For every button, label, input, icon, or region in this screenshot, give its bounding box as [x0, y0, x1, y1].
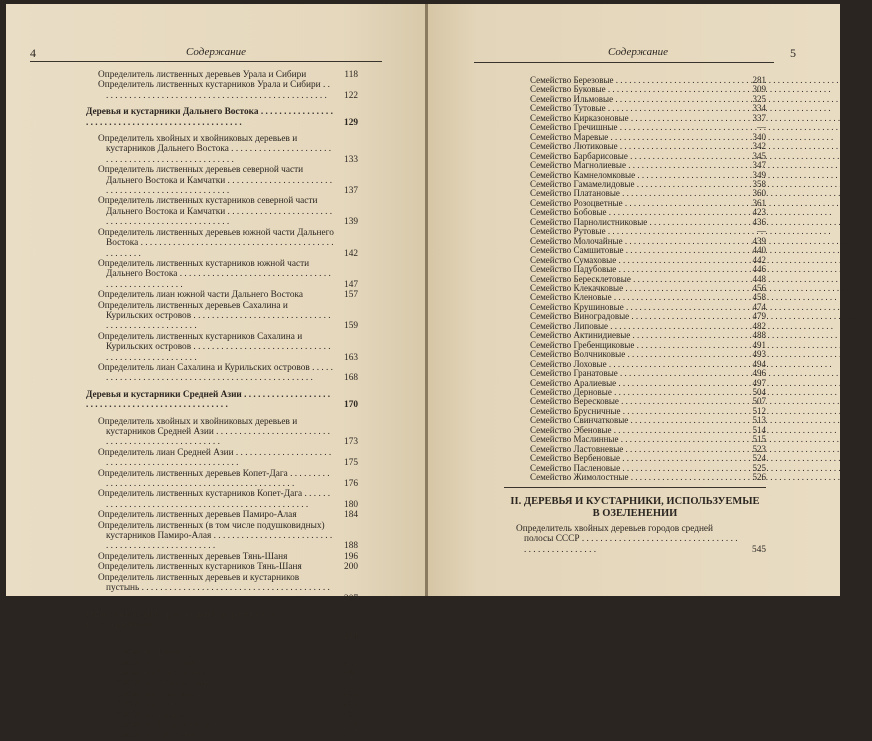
entry-title: Семейство Эбеновые . . . [504, 426, 766, 435]
entry-page: 513 [752, 415, 766, 426]
entry-title: Определитель хвойных и хвойниковых деревьев и кустарников Дальнего Востока . . . [86, 134, 358, 165]
entry-page: 137 [344, 186, 358, 197]
entry-title: Семейство Кипарисовые . . . [86, 668, 358, 678]
toc-entry [86, 107, 358, 128]
toc-entry [504, 473, 766, 482]
entry-title: Семейство Розоцветные . . . [504, 199, 766, 208]
toc-entry [86, 647, 358, 657]
entry-title: Семейство Крушиновые . . . [504, 303, 766, 312]
entry-page: 512 [752, 405, 766, 416]
toc-entry [86, 668, 358, 678]
entry-page: — [757, 122, 766, 133]
toc-entry [86, 332, 358, 363]
entry-title: Определитель лиственных деревьев Сахалина и Курильских островов . . . [86, 301, 358, 332]
entry-title: Семейство Сосновые . . . [86, 658, 358, 668]
entry-page: 360 [752, 188, 766, 199]
entry-page: 349 [752, 169, 766, 180]
entry-page: 210 [344, 630, 358, 641]
entry-title: Семейство Рутовые . . . [504, 227, 766, 236]
entry-title: Семейство Ластовневые . . . [504, 445, 766, 454]
part-heading-line2: В ОЗЕЛЕНЕНИИ [592, 508, 678, 519]
entry-title: Описания дикорастущих деревьев и кустарников . . . [86, 610, 358, 641]
entry-page: 497 [752, 377, 766, 388]
toc-entry [86, 80, 358, 101]
right-running-title: Содержание [607, 46, 668, 58]
entry-page: 159 [344, 321, 358, 332]
entry-title: Определитель лиан южной части Дальнего Востока [98, 290, 303, 301]
entry-page: 173 [344, 437, 358, 448]
entry-title: Деревья и кустарники Дальнего Востока . . . [86, 107, 358, 128]
toc-entry [86, 699, 358, 709]
entry-title: Семейство Молочайные . . . [504, 237, 766, 246]
entry-title: Семейство Бересклетовые . . . [504, 275, 766, 284]
entry-page: 507 [752, 396, 766, 407]
entry-title: Семейство Восковниковые . . . [86, 720, 358, 730]
entry-title: Семейство Липовые . . . [504, 322, 766, 331]
entry-page: 488 [752, 330, 766, 341]
entry-page: 493 [752, 349, 766, 360]
toc-entry [86, 510, 358, 520]
entry-title: Семейство Ивовые . . . [86, 710, 358, 720]
entry-page: 176 [344, 479, 358, 490]
right-page-number: 5 [790, 46, 796, 60]
entry-title: Семейство Злаковые . . . [86, 689, 358, 699]
entry-title: Семейство Хвойниковые . . . [86, 678, 358, 688]
entry-title: Семейство Пасленовые . . . [504, 464, 766, 473]
left-toc [86, 70, 358, 741]
entry-page: 523 [752, 443, 766, 454]
book-spread [6, 4, 840, 741]
entry-page: 514 [752, 424, 766, 435]
entry-title: Семейство Брусничные . . . [504, 407, 766, 416]
entry-title: Семейство Аралиевые . . . [504, 379, 766, 388]
entry-title: Семейство Жимолостные . . . [504, 473, 766, 482]
entry-title: Семейство Падубовые . . . [504, 265, 766, 274]
entry-page: 442 [752, 254, 766, 265]
entry-title: Семейство Волчниковые . . . [504, 350, 766, 359]
entry-title: Определитель лиан Средней Азии . . . [86, 448, 358, 469]
entry-page: 515 [752, 434, 766, 445]
entry-title: Семейство Гречишные . . . [504, 123, 766, 132]
entry-page: 276 [344, 719, 358, 730]
right-page [428, 4, 840, 596]
entry-page: 184 [344, 510, 358, 521]
entry-title: Семейство Маслинные . . . [504, 435, 766, 444]
entry-page: 309 [752, 84, 766, 95]
entry-page: 277 [344, 730, 358, 741]
toc-entry [504, 524, 766, 555]
toc-entry [86, 678, 358, 688]
entry-page: 334 [752, 103, 766, 114]
part-entry [504, 524, 766, 555]
left-running-title: Содержание [185, 46, 246, 58]
entry-title: Определитель лиственных деревьев Тянь-Шаня [98, 551, 288, 562]
entry-page: 250 [344, 678, 358, 689]
toc-entry [86, 658, 358, 668]
toc-entry [86, 562, 358, 572]
entry-page: 157 [344, 290, 358, 301]
entry-title: Семейство Тисовые . . . [86, 647, 358, 657]
entry-title: Определитель лиственных деревьев южной части Дальнего Востока . . . [86, 228, 358, 259]
entry-title: Семейство Бобовые . . . [504, 208, 766, 217]
entry-page: 337 [752, 112, 766, 123]
entry-title: Семейство Гамамелидовые . . . [504, 180, 766, 189]
entry-page: 147 [344, 279, 358, 290]
entry-page: 347 [752, 160, 766, 171]
toc-entry [86, 521, 358, 552]
entry-title: Семейство Березовые . . . [504, 76, 766, 85]
entry-title: Семейство Дерновые . . . [504, 388, 766, 397]
entry-title: Семейство Лютиковые . . . [504, 142, 766, 151]
toc-entry [86, 363, 358, 384]
toc-entry [86, 417, 358, 448]
entry-page: 446 [752, 264, 766, 275]
entry-page: 525 [752, 462, 766, 473]
entry-page: 196 [344, 551, 358, 562]
entry-title: Семейство Актинидиевые . . . [504, 331, 766, 340]
entry-page: 491 [752, 339, 766, 350]
entry-page: 281 [752, 75, 766, 85]
entry-page: 458 [752, 292, 766, 303]
entry-page: 212 [344, 657, 358, 668]
entry-page: 494 [752, 358, 766, 369]
entry-title: Семейство Виноградовые . . . [504, 312, 766, 321]
entry-title: Семейство Маревые . . . [504, 133, 766, 142]
entry-page: 175 [344, 458, 358, 469]
entry-title: Семейство Свинчатковые . . . [504, 416, 766, 425]
toc-entry [86, 610, 358, 641]
entry-title: Семейство Кленовые . . . [504, 293, 766, 302]
entry-title: Семейство Гранатовые . . . [504, 369, 766, 378]
entry-page: 358 [752, 178, 766, 189]
toc-entry [86, 290, 358, 300]
entry-page: 122 [344, 90, 358, 101]
entry-page: 482 [752, 320, 766, 331]
toc-entry [86, 134, 358, 165]
entry-title: Определитель лиственных деревьев Копет-Дага . . . [86, 469, 358, 490]
entry-page: 448 [752, 273, 766, 284]
toc-entry [86, 720, 358, 730]
entry-page: 340 [752, 131, 766, 142]
entry-title: Семейство Платановые . . . [504, 189, 766, 198]
entry-page: — [348, 647, 358, 658]
entry-page: 423 [752, 207, 766, 218]
part-heading-line1: II. ДЕРЕВЬЯ И КУСТАРНИКИ, ИСПОЛЬЗУЕМЫЕ [510, 496, 760, 507]
entry-title: Семейство Лилейные . . . [86, 699, 358, 709]
entry-page: 163 [344, 352, 358, 363]
toc-entry [86, 301, 358, 332]
toc-entry [86, 448, 358, 469]
entry-title: Семейство Ильмовые . . . [504, 95, 766, 104]
entry-title: Семейство Тутовые . . . [504, 104, 766, 113]
toc-entry [86, 469, 358, 490]
entry-page: 436 [752, 216, 766, 227]
entry-title: Семейство Барбарисовые . . . [504, 152, 766, 161]
entry-page: 439 [752, 235, 766, 246]
entry-page: 129 [344, 117, 358, 128]
left-page-number: 4 [30, 46, 36, 60]
entry-page: 345 [752, 150, 766, 161]
entry-title: Семейство Кирказоновые . . . [504, 114, 766, 123]
entry-title: Определитель лиственных деревьев и кустарников пустынь . . . [86, 573, 358, 604]
entry-page: 252 [344, 688, 358, 699]
entry-title: Семейство Парнолистниковые . . . [504, 218, 766, 227]
entry-title: Определитель лиственных кустарников Урала и Сибири . . . [86, 80, 358, 101]
entry-title: Семейство Магнолиевые . . . [504, 161, 766, 170]
toc-entry [86, 552, 358, 562]
right-toc [504, 76, 766, 482]
entry-title: Семейство Гребенщиковые . . . [504, 341, 766, 350]
entry-title: Определитель лиственных кустарников Сахалина и Курильских островов . . . [86, 332, 358, 363]
toc-entry [86, 196, 358, 227]
entry-page: 342 [752, 141, 766, 152]
entry-page: 504 [752, 386, 766, 397]
entry-title: Семейство Вересковые . . . [504, 397, 766, 406]
entry-title: Определитель лиственных деревьев Урала и Сибири [98, 70, 307, 80]
entry-page: 180 [344, 499, 358, 510]
left-page [6, 4, 426, 741]
entry-title: Семейство Клекачковые . . . [504, 284, 766, 293]
entry-page: 361 [752, 197, 766, 208]
entry-title: Определитель лиственных кустарников Тянь-Шаня [98, 562, 302, 573]
entry-page: 170 [344, 400, 358, 411]
toc-entry [86, 165, 358, 196]
entry-title: Семейство Буковые . . . [504, 85, 766, 94]
entry-page: 142 [344, 248, 358, 259]
entry-page: 325 [752, 93, 766, 104]
entry-page: 255 [344, 709, 358, 720]
entry-title: Определитель лиан Сахалина и Курильских островов . . . [86, 363, 358, 384]
entry-title: Определитель лиственных деревьев Памиро-Алая [98, 510, 297, 521]
entry-title: Семейство Ореховые . . . [86, 730, 358, 740]
entry-page: 545 [752, 544, 766, 555]
toc-entry [86, 259, 358, 290]
entry-title: Деревья и кустарники Средней Азии . . . [86, 390, 358, 411]
entry-page: 139 [344, 217, 358, 228]
entry-title: Семейство Самшитовые . . . [504, 246, 766, 255]
entry-title: Определитель лиственных кустарников северной части Дальнего Востока и Камчатки . . . [86, 196, 358, 227]
toc-entry [86, 70, 358, 80]
entry-title: Семейство Камнеломковые . . . [504, 171, 766, 180]
entry-title: Семейство Лоховые . . . [504, 360, 766, 369]
part-heading [504, 496, 766, 520]
toc-entry [86, 689, 358, 699]
entry-page: 474 [752, 301, 766, 312]
entry-page: 440 [752, 245, 766, 256]
entry-page: 133 [344, 154, 358, 165]
entry-title: Определитель хвойных деревьев городов средней полосы СССР . . . [504, 524, 766, 555]
toc-entry [86, 710, 358, 720]
entry-page: 524 [752, 453, 766, 464]
entry-page: — [757, 226, 766, 237]
entry-title: Определитель лиственных кустарников Копет-Дага . . . [86, 489, 358, 510]
toc-entry [86, 390, 358, 411]
toc-entry [86, 730, 358, 740]
toc-entry [86, 489, 358, 510]
left-header-rule [30, 61, 382, 62]
entry-page: 456 [752, 282, 766, 293]
entry-page: 479 [752, 311, 766, 322]
toc-entry [86, 228, 358, 259]
right-header-rule [474, 62, 774, 63]
entry-page: 207 [344, 593, 358, 604]
entry-page: 168 [344, 373, 358, 384]
entry-title: Семейство Вербеновые . . . [504, 454, 766, 463]
part-rule [504, 487, 766, 488]
entry-title: Определитель хвойных и хвойниковых деревьев и кустарников Средней Азии . . . [86, 417, 358, 448]
toc-entry [86, 573, 358, 604]
entry-title: Определитель лиственных кустарников южной части Дальнего Востока . . . [86, 259, 358, 290]
entry-title: Определитель лиственных деревьев северной части Дальнего Востока и Камчатки . . . [86, 165, 358, 196]
entry-page: 526 [752, 472, 766, 483]
entry-page: 254 [344, 699, 358, 710]
entry-title: Семейство Сумаховые . . . [504, 256, 766, 265]
entry-title: Определитель лиственных (в том числе подушковидных) кустарников Памиро-Алая . . . [86, 521, 358, 552]
entry-page: 241 [344, 667, 358, 678]
entry-page: 118 [344, 70, 358, 80]
entry-page: 200 [344, 562, 358, 573]
entry-page: 496 [752, 368, 766, 379]
entry-page: 188 [344, 541, 358, 552]
